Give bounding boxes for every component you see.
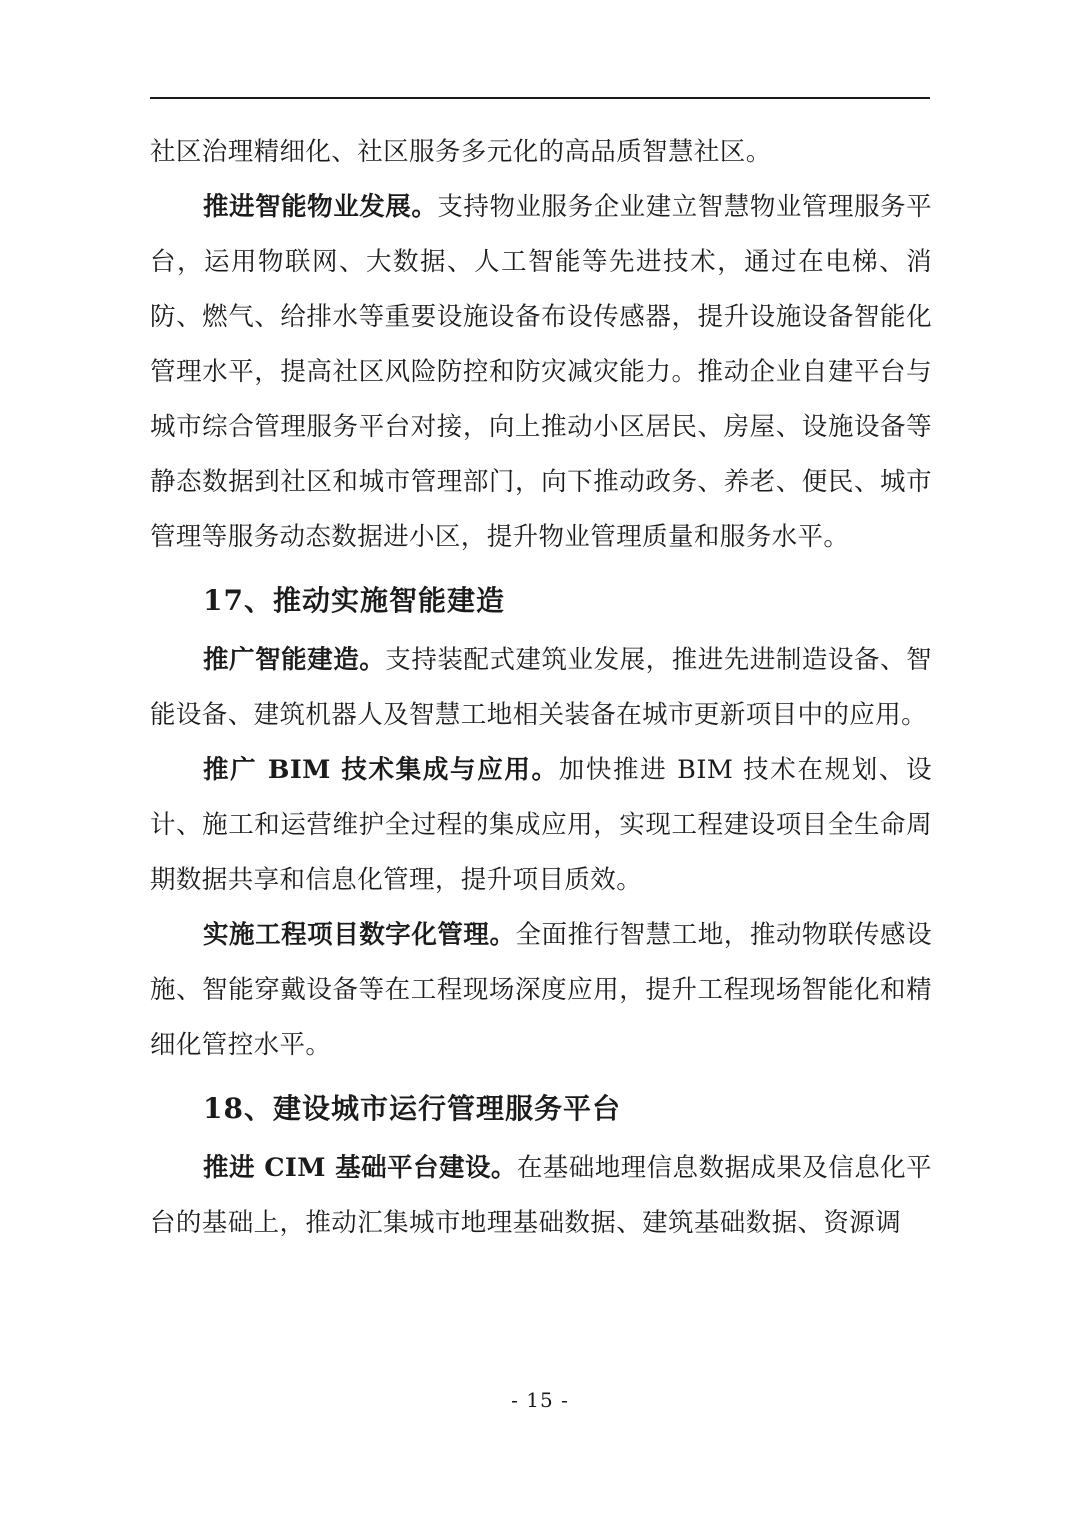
paragraph-lead: 推进 CIM 基础平台建设。 [203, 1153, 517, 1183]
paragraph-lead: 推广智能建造。 [203, 645, 386, 675]
paragraph-lead: 实施工程项目数字化管理。 [203, 920, 516, 950]
paragraph-text: 在基础地理信息数据成果及信息化平台的基础上，推动汇集城市地理基础数据、建筑基础数据、资源调 [150, 1153, 932, 1238]
section-heading: 17、推动实施智能建造 [203, 584, 505, 617]
paragraph [150, 743, 932, 908]
document-body [150, 125, 932, 1251]
paragraph [150, 633, 932, 743]
paragraph [150, 125, 932, 180]
paragraph-text: 支持物业服务企业建立智慧物业管理服务平台，运用物联网、大数据、人工智能等先进技术，通过在电梯、消防、燃气、给排水等重要设施设备布设传感器，提升设施设备智能化管理水平，提高社区风险防控和防灾减灾能力。推动企业自建平台与城市综合管理服务平台对接，向上推动小区居民、房屋、设施设备等静态数据到社区和城市管理部门，向下推动政务、养老、便民、城市管理等服务动态数据进小区，提升物业管理质量和服务水平。 [150, 192, 932, 552]
paragraph [150, 180, 932, 565]
paragraph-lead: 推广 BIM 技术集成与应用。 [203, 755, 559, 785]
paragraph [150, 908, 932, 1073]
paragraph-lead: 推进智能物业发展。 [203, 192, 438, 222]
page-number: - 15 - [511, 1388, 569, 1412]
header-divider [150, 97, 930, 99]
section-heading: 18、建设城市运行管理服务平台 [203, 1092, 621, 1125]
paragraph-text: 社区治理精细化、社区服务多元化的高品质智慧社区。 [150, 137, 772, 167]
paragraph [150, 1141, 932, 1251]
paragraph-text: 加快推进 BIM 技术在规划、设计、施工和运营维护全过程的集成应用，实现工程建设项目全生命周期数据共享和信息化管理，提升项目质效。 [150, 755, 932, 895]
paragraph-text: 支持装配式建筑业发展，推进先进制造设备、智能设备、建筑机器人及智慧工地相关装备在城市更新项目中的应用。 [150, 645, 932, 730]
paragraph-text: 全面推行智慧工地，推动物联传感设施、智能穿戴设备等在工程现场深度应用，提升工程现场智能化和精细化管控水平。 [150, 920, 932, 1060]
